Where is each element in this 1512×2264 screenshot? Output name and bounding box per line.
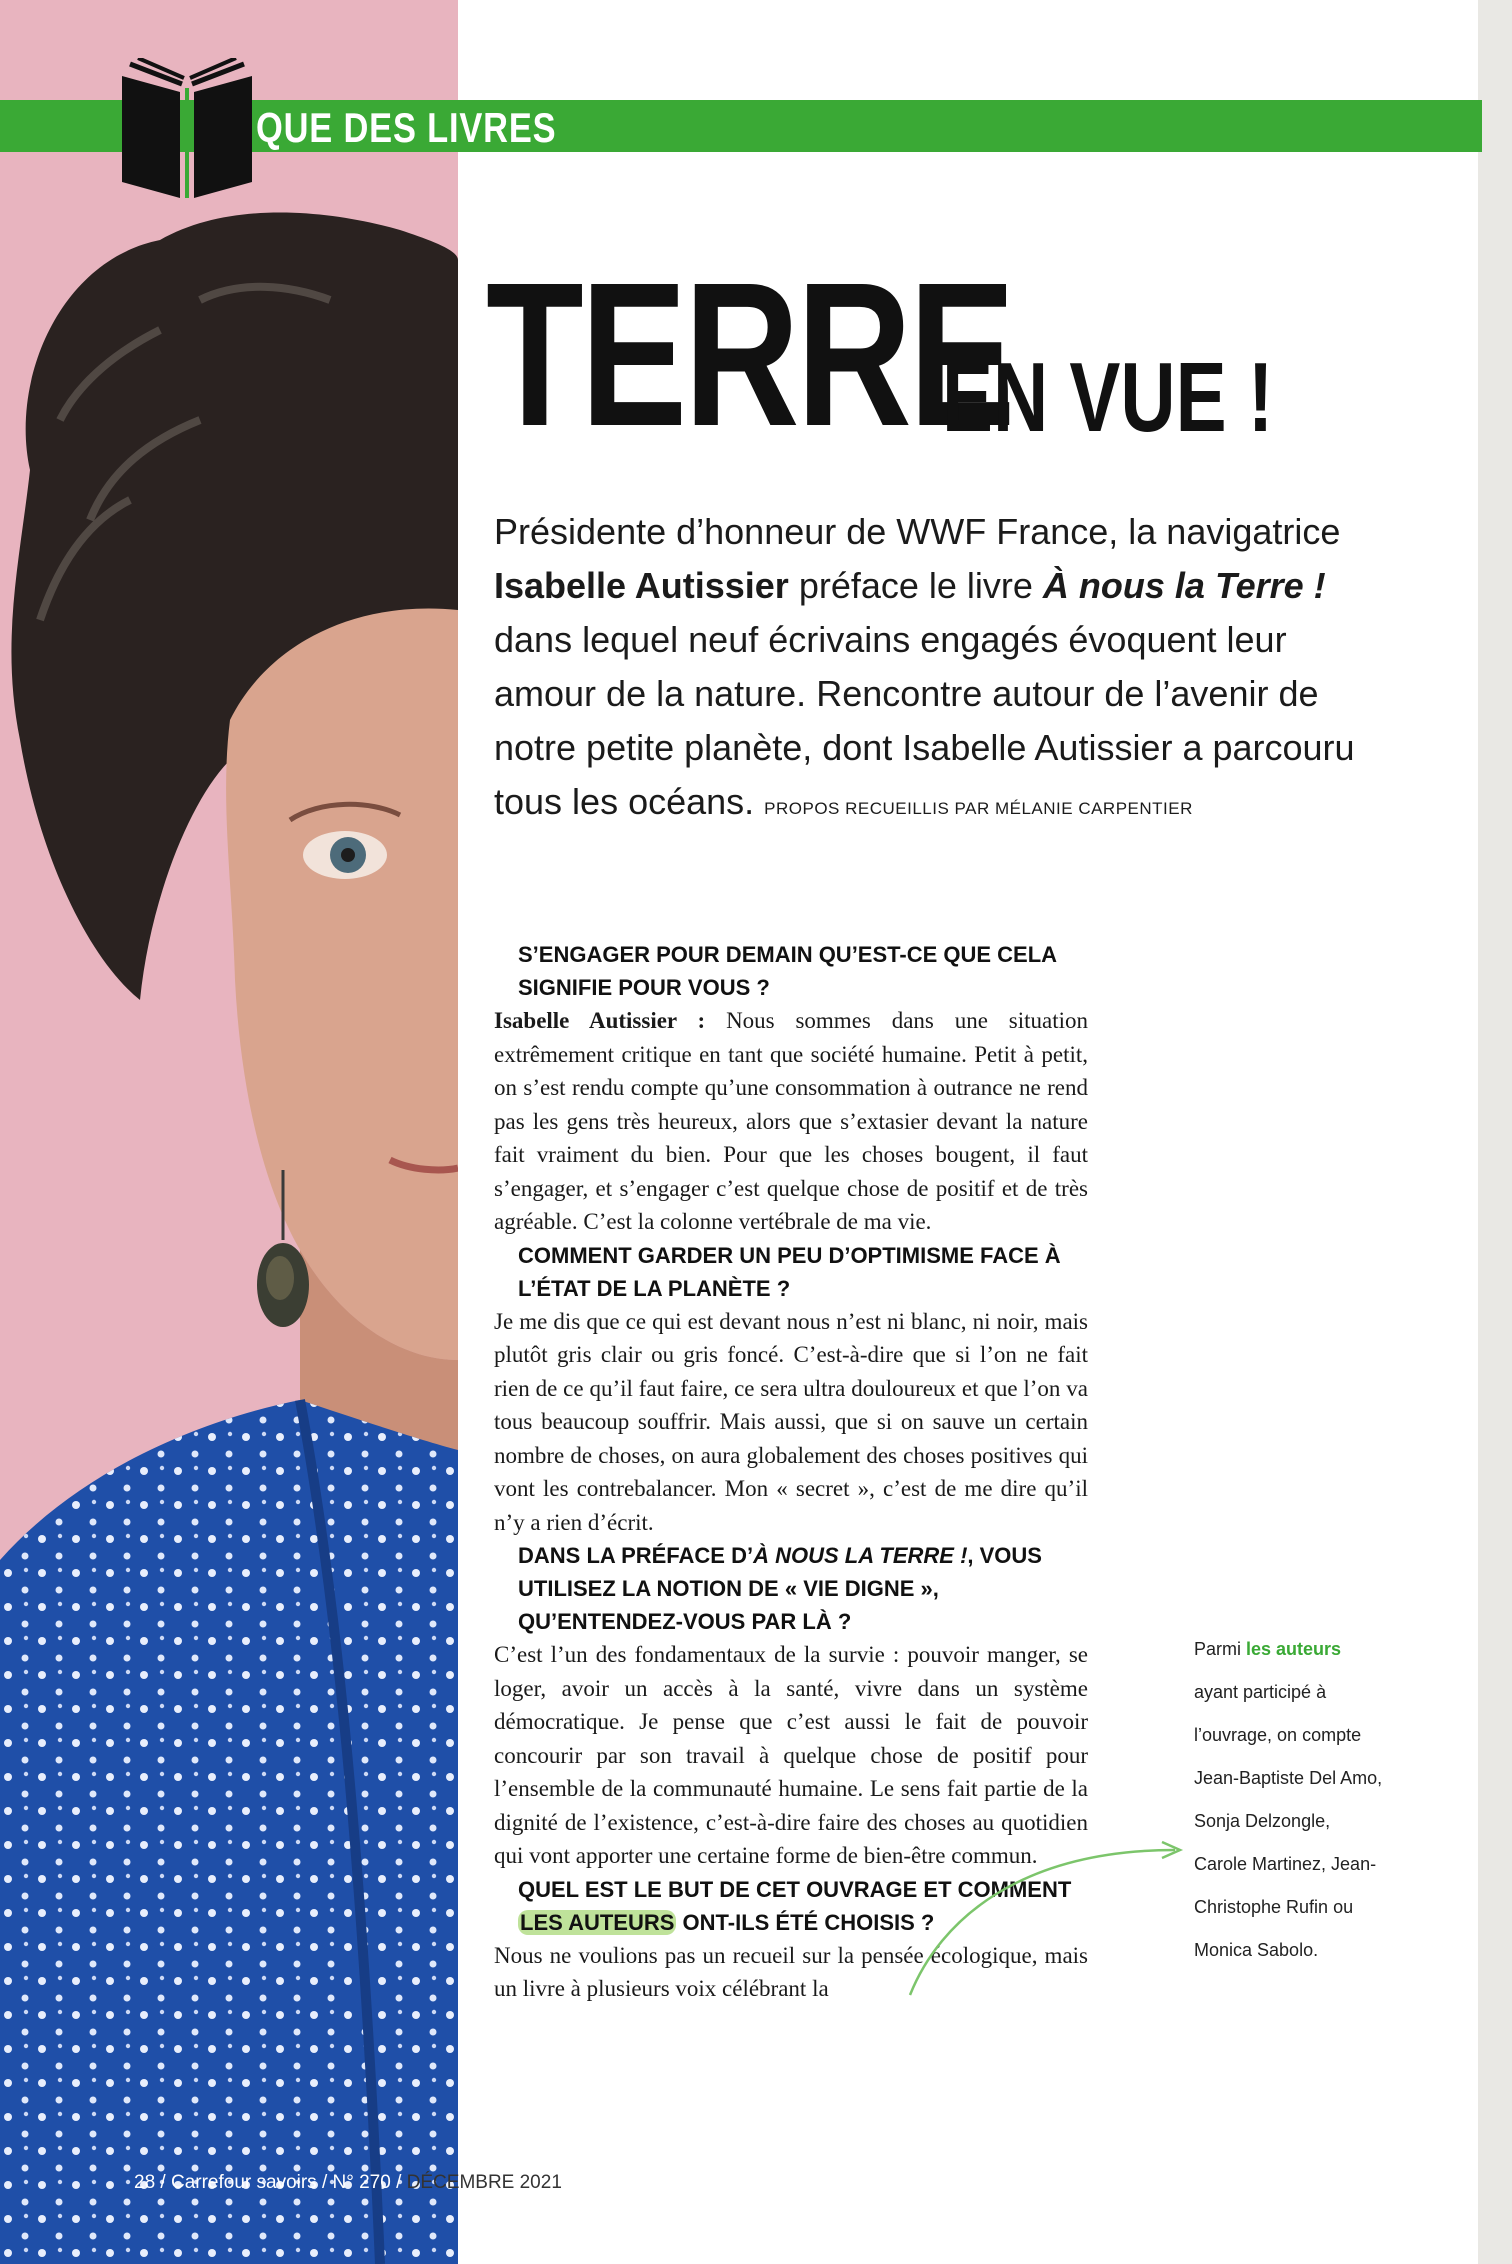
section-label: QUE DES LIVRES (256, 104, 557, 151)
title-main: TERRE (486, 240, 1013, 469)
author-credit: PROPOS RECUEILLIS PAR MÉLANIE CARPENTIER (764, 799, 1193, 818)
intro-text: préface le livre (788, 565, 1043, 606)
open-book-icon (122, 58, 252, 198)
intro-text: Présidente d’honneur de WWF France, la navigatrice (494, 511, 1341, 552)
portrait-photo (0, 0, 458, 2264)
highlight-authors: LES AUTEURS (520, 1909, 675, 1935)
speaker-label: Isabelle Autissier : (494, 1008, 706, 1033)
page-footer (134, 2172, 562, 2194)
sidebar-highlight: les auteurs (1246, 1639, 1342, 1659)
question-heading: DANS LA PRÉFACE D’À NOUS LA TERRE !, VOUS UTILISEZ LA NOTION DE « VIE DIGNE », QU’ENTENDEZ-VOUS PAR LÀ ? (518, 1543, 1042, 1634)
sidebar-note: Parmi les auteurs ayant participé à l’ouvrage, on compte Jean-Baptiste Del Amo, Sonja Delzongle, Carole Martinez, Jean-Christophe Rufin ou Monica Sabolo. (1194, 1639, 1383, 1960)
intro-name: Isabelle Autissier (494, 565, 789, 606)
question-heading: QUEL EST LE BUT DE CET OUVRAGE ET COMMENT LES AUTEURS ONT-ILS ÉTÉ CHOISIS ? (518, 1876, 1072, 1935)
intro-text: dans lequel neuf écrivains engagés évoquent leur amour de la nature. Rencontre autour de l’avenir de notre petite planète, dont Isabelle Autissier a parcouru tous les océans. (494, 619, 1355, 822)
footer-date: DÉCEMBRE 2021 (406, 2172, 562, 2193)
question-heading: COMMENT GARDER UN PEU D’OPTIMISME FACE À L’ÉTAT DE LA PLANÈTE ? (518, 1242, 1061, 1301)
intro-book-title: À nous la Terre ! (1042, 565, 1326, 606)
annotation-arrow-icon (900, 1840, 1190, 2000)
article-title (486, 240, 1274, 469)
article-intro (494, 505, 1356, 836)
answer-paragraph: Nous ne voulions pas un recueil sur la pensée écologique, mais un livre à plusieurs voix célébrant la (494, 1942, 1088, 2001)
answer-paragraph: Isabelle Autissier : Nous sommes dans une situation extrêmement critique en tant que société humaine. Petit à petit, on s’est rendu compte qu’une consommation à outrance ne rend pas les gens très heureux, alors que s’extasier devant la nature fait vraiment du bien. Pour que les choses bougent, il faut s’engager, et s’engager c’est quelque chose de positif et de très agréable. C’est la colonne vertébrale de ma vie. (494, 1008, 1088, 1234)
answer-paragraph: Je me dis que ce qui est devant nous n’est ni blanc, ni noir, mais plutôt gris clair ou gris foncé. C’est-à-dire que si l’on ne fait rien de ce qu’il faut faire, ce sera ultra douloureux et que l’on va tous beaucoup souffrir. Mais aussi, que si on sauve un certain nombre de choses, on aura globalement des choses positives qui vont les contrebalancer. Mon « secret », c’est de me dire qu’il n’y a rien d’écrit. (494, 1308, 1088, 1535)
answer-paragraph: C’est l’un des fondamentaux de la survie : pouvoir manger, se loger, avoir un accès à la santé, vivre dans un système démocratique. Je pense que c’est aussi le fait de pouvoir concourir par son travail à quelque chose de positif pour l’ensemble de la communauté humaine. Le sens fait partie de la dignité de l’existence, c’est-à-dire faire des choses au quotidien qui vont apporter une certaine forme de bien-être commun. (494, 1642, 1088, 1868)
question-heading: S’ENGAGER POUR DEMAIN QU’EST-CE QUE CELA SIGNIFIE POUR VOUS ? (518, 942, 1057, 1000)
footer-magazine: 28 / Carrefour savoirs / N° 270 / (134, 2172, 407, 2193)
title-suffix: EN VUE ! (942, 342, 1274, 452)
page-edge (1478, 0, 1512, 2264)
